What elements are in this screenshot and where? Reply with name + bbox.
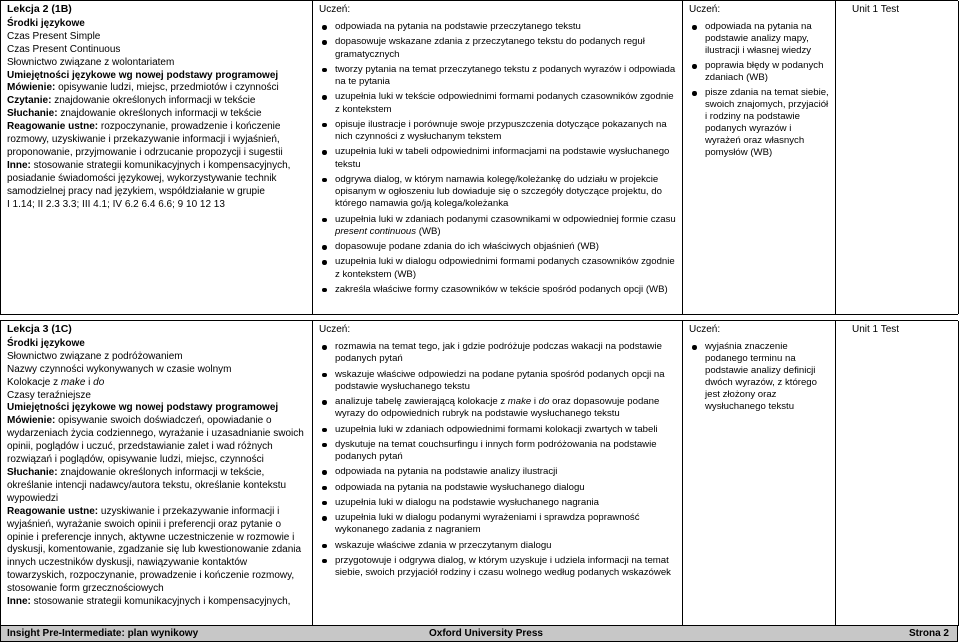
topic-line: Kolokacje z make i do <box>7 376 105 388</box>
assessment-column <box>835 1 959 314</box>
section-heading: Umiejętności językowe wg nowej podstawy programowej <box>7 69 279 81</box>
outcomes-list <box>319 341 676 579</box>
list-item: tworzy pytania na temat przeczytanego tekstu z podanych wyrazów i odpowiada na te pytania <box>319 64 676 88</box>
lesson-title: Lekcja 3 (1C) <box>7 323 72 335</box>
skill-line <box>7 415 307 467</box>
section-heading: Środki językowe <box>7 337 85 349</box>
footer-page-number: Strona 2 <box>908 628 949 639</box>
skill-text: opisywanie ludzi, miejsc, przedmiotów i czynności <box>55 82 279 94</box>
assessment-column <box>835 321 959 626</box>
skill-text: znajdowanie określonych informacji w tekście <box>51 95 256 107</box>
skill-text: opisywanie swoich doświadczeń, opowiadanie o wydarzeniach życia codziennego, wyrażanie i uzasadnianie swoich opinii, poglądów i uczuć, przedstawianie zalet i wad różnych rozwiązań i poglądów, opisywanie ludzi, miejsc, czynności <box>7 415 304 466</box>
skill-text: rozpoczynanie, prowadzenie i kończenie rozmowy, uzyskiwanie i przekazywanie informacji i wyjaśnień, proponowanie, przyjmowanie i odrzucanie propozycji i sugestii <box>7 121 283 158</box>
column-header: Uczeń: <box>689 4 721 15</box>
skill-text: stosowanie strategii komunikacyjnych i kompensacyjnych, <box>30 596 291 608</box>
skill-line <box>7 82 307 95</box>
list-item: uzupełnia luki w dialogu na podstawie wysłuchanego nagrania <box>319 497 676 509</box>
outcomes-basic-column <box>312 1 682 314</box>
assessment-label: Unit 1 Test <box>852 4 900 15</box>
skill-line <box>7 596 307 609</box>
list-item: odpowiada na pytania na podstawie wysłuchanego dialogu <box>319 482 676 494</box>
skill-text: uzyskiwanie i przekazywanie informacji i wyjaśnień, wyrażanie swoich opinii i preferencji oraz pytanie o opinie i preferencje innych, aktywne uczestniczenie w rozmowie i dyskusji, komentowanie, zgadzanie się lub kwestionowanie zdania innych uczestników dyskusji, nawiązywanie kontaktów towarzyskich, rozpoczynanie, prowadzenie i kończenie rozmowy, stosowanie form grzecznościowych <box>7 505 302 595</box>
list-item: odpowiada na pytania na podstawie analizy ilustracji <box>319 466 676 478</box>
lesson-row-1c <box>0 320 958 626</box>
skill-line <box>7 108 307 121</box>
lesson-row-1b <box>0 0 958 315</box>
skill-label: Słuchanie: <box>7 108 58 120</box>
skill-line <box>7 467 307 506</box>
skill-label: Inne: <box>7 159 31 171</box>
footer-title: Insight Pre-Intermediate: plan wynikowy <box>7 628 199 639</box>
outcomes-list <box>319 21 676 296</box>
list-item: zakreśla właściwe formy czasowników w tekście spośród podanych opcji (WB) <box>319 284 676 296</box>
list-item: odpowiada na pytania na podstawie analizy mapy, ilustracji i własnej wiedzy <box>689 21 829 57</box>
list-item: przygotowuje i odgrywa dialog, w którym uzyskuje i udziela informacji na temat siebie, swoich przyjaciół rodziny i czasu wolnego według podanych wskazówek <box>319 555 676 579</box>
skill-line <box>7 95 307 108</box>
list-item: odgrywa dialog, w którym namawia kolegę/koleżankę do udziału w projekcie opisanym w ogłoszeniu lub dowiaduje się o szczegóły dotyczące projektu, do którego namawia go/ją kolega/koleżanka <box>319 174 676 211</box>
skill-text: stosowanie strategii komunikacyjnych i kompensacyjnych, posiadanie świadomości językowej, wykorzystywanie technik samodzielnej pracy nad językiem, współdziałanie w grupie <box>7 159 291 197</box>
assessment-label: Unit 1 Test <box>852 324 900 335</box>
section-heading: Umiejętności językowe wg nowej podstawy programowej <box>7 402 279 414</box>
list-item: dopasowuje podane zdania do ich właściwych objaśnień (WB) <box>319 241 676 253</box>
list-item: dyskutuje na temat couchsurfingu i innych form podróżowania na podstawie podanych pytań <box>319 439 676 463</box>
column-header: Uczeń: <box>319 324 351 335</box>
skill-line <box>7 121 307 160</box>
list-item: uzupełnia luki w tekście odpowiednimi formami podanych czasowników zgodnie z kontekstem <box>319 91 676 115</box>
skill-label: Inne: <box>7 596 31 608</box>
list-item: odpowiada na pytania na podstawie przeczytanego tekstu <box>319 21 676 33</box>
column-header: Uczeń: <box>689 324 721 335</box>
page-footer <box>0 625 958 642</box>
skill-text: znajdowanie określonych informacji w tekście, określanie intencji nadawcy/autora tekstu, określanie kontekstu wypowiedzi <box>7 466 287 504</box>
list-item: opisuje ilustracje i porównuje swoje przypuszczenia dotyczące pokazanych na nich czynności z wysłuchanym tekstem <box>319 119 676 143</box>
list-item: wskazuje właściwe odpowiedzi na podane pytania spośród podanych opcji na podstawie wysłuchanego tekstu <box>319 369 676 393</box>
list-item: poprawia błędy w podanych zdaniach (WB) <box>689 60 829 84</box>
list-item: wskazuje właściwe zdania w przeczytanym dialogu <box>319 540 676 552</box>
outcomes-list <box>689 341 829 413</box>
topic-line: Słownictwo związane z podróżowaniem <box>7 350 183 362</box>
skill-label: Słuchanie: <box>7 466 58 478</box>
column-header: Uczeń: <box>319 4 351 15</box>
skill-label: Mówienie: <box>7 82 56 94</box>
skill-label: Czytanie: <box>7 95 52 107</box>
topic-line: Słownictwo związane z wolontariatem <box>7 56 175 68</box>
skill-line <box>7 160 307 199</box>
list-item: uzupełnia luki w dialogu podanymi wyrażeniami i sprawdza poprawność wykonanego zadania z nagraniem <box>319 512 676 536</box>
lesson-topic-column <box>0 1 312 314</box>
curriculum-codes: I 1.14; II 2.3 3.3; III 4.1; IV 6.2 6.4 6.6; 9 10 12 13 <box>7 198 225 210</box>
outcomes-extended-column <box>682 1 835 314</box>
list-item: uzupełnia luki w zdaniach odpowiednimi formami kolokacji zwartych w tabeli <box>319 424 676 436</box>
list-item: uzupełnia luki w dialogu odpowiednimi formami podanych czasowników zgodnie z kontekstem (WB) <box>319 256 676 280</box>
lesson-title: Lekcja 2 (1B) <box>7 3 72 15</box>
list-item: uzupełnia luki w zdaniach podanymi czasownikami w odpowiedniej formie czasu present continuous (WB) <box>319 214 676 238</box>
footer-publisher: Oxford University Press <box>429 628 543 639</box>
topic-line: Nazwy czynności wykonywanych w czasie wolnym <box>7 363 232 375</box>
skill-text: znajdowanie określonych informacji w tekście <box>57 108 262 120</box>
lesson-topic-column <box>0 321 312 626</box>
list-item: dopasowuje wskazane zdania z przeczytanego tekstu do podanych reguł gramatycznych <box>319 36 676 60</box>
topic-line: Czas Present Continuous <box>7 43 121 55</box>
outcomes-list <box>689 21 829 159</box>
list-item: rozmawia na temat tego, jak i gdzie podróżuje podczas wakacji na podstawie podanych pytań <box>319 341 676 365</box>
topic-line: Czasy teraźniejsze <box>7 389 91 401</box>
list-item: uzupełnia luki w tabeli odpowiednimi informacjami na podstawie wysłuchanego tekstu <box>319 146 676 170</box>
outcomes-extended-column <box>682 321 835 626</box>
topic-line: Czas Present Simple <box>7 30 101 42</box>
outcomes-basic-column <box>312 321 682 626</box>
skill-line <box>7 506 307 596</box>
list-item: analizuje tabelę zawierającą kolokacje z make i do oraz dopasowuje podane wyrazy do odpowiednich rubryk na podstawie wysłuchanego tekstu <box>319 396 676 420</box>
skill-label: Mówienie: <box>7 415 56 427</box>
list-item: pisze zdania na temat siebie, swoich znajomych, przyjaciół i rodziny na podstawie podanych wyrazów i wyrażeń oraz własnych pomysłów (WB) <box>689 87 829 159</box>
skill-label: Reagowanie ustne: <box>7 121 99 133</box>
list-item: wyjaśnia znaczenie podanego terminu na podstawie analizy definicji dwóch wyrazów, z którego jest złożony oraz wysłuchanego tekstu <box>689 341 829 413</box>
section-heading: Środki językowe <box>7 17 85 29</box>
skill-label: Reagowanie ustne: <box>7 505 99 517</box>
